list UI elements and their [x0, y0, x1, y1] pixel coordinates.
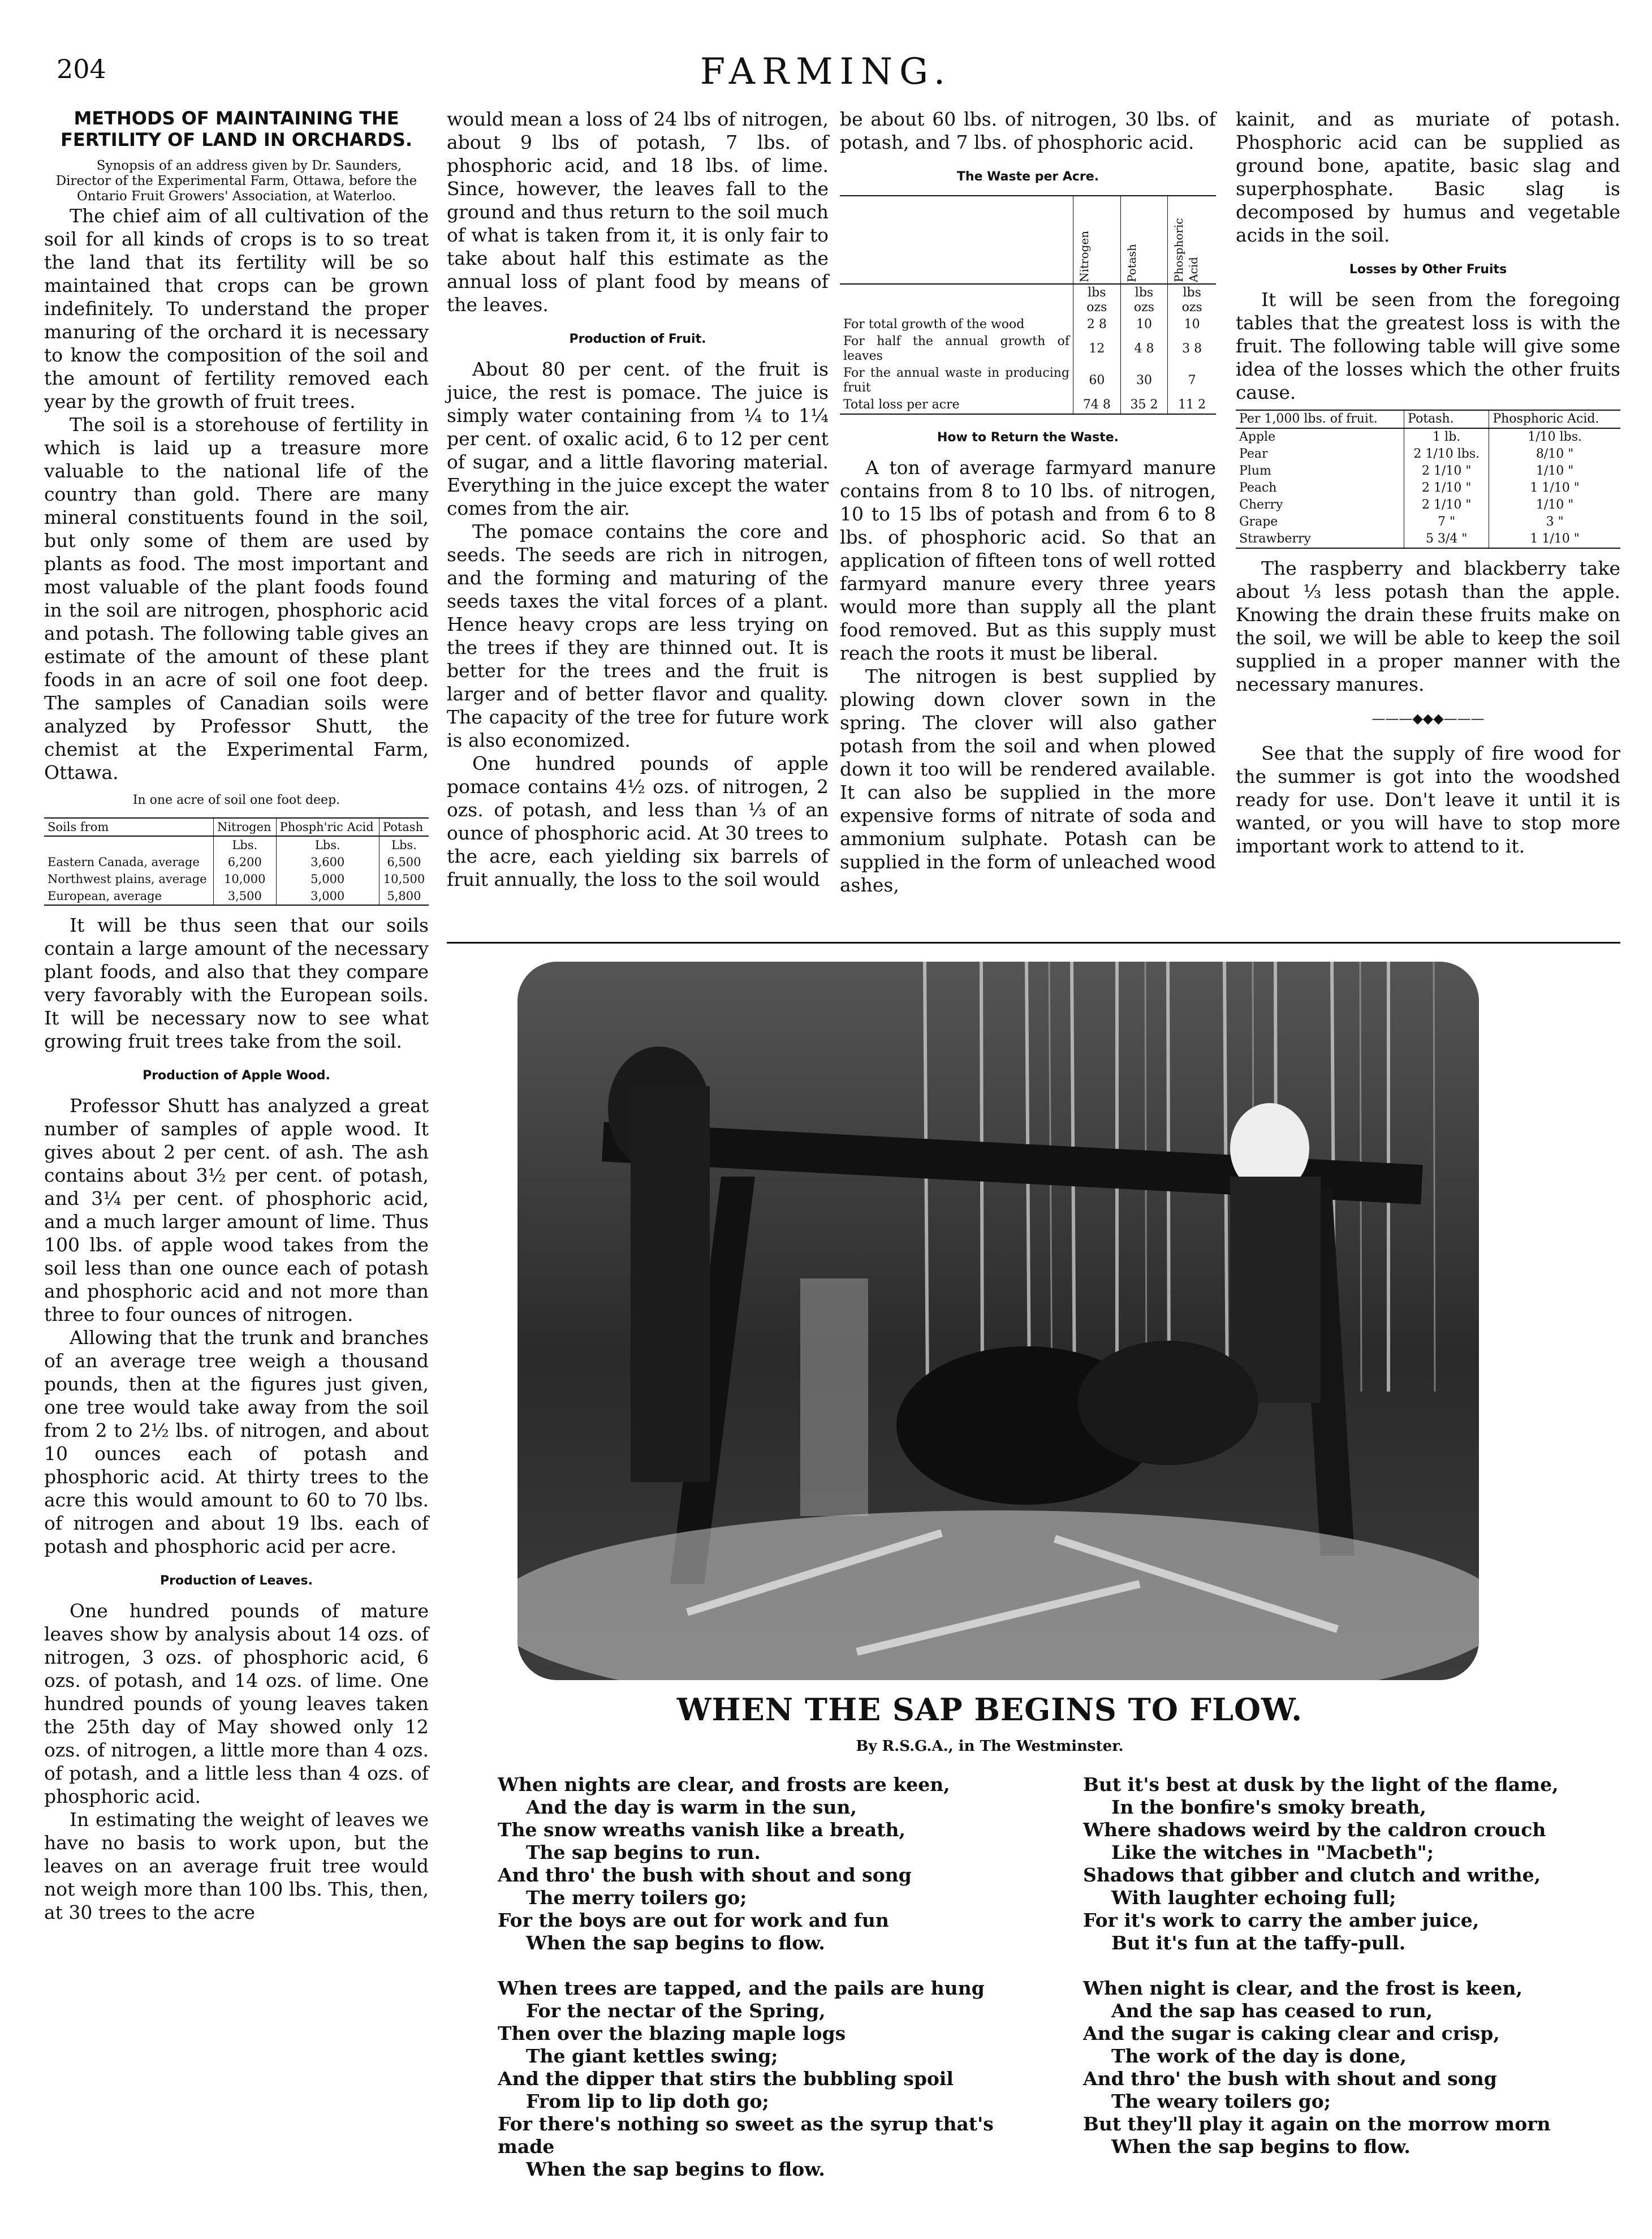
table-cell: 10	[1168, 316, 1216, 333]
table-cell: 10,500	[379, 871, 429, 888]
paragraph: The chief aim of all cultivation of the soil for all kinds of crops is to so treat the land that its fertility will be so maintained that crops can be grown indefinitely. To understand the proper manuring of the orchard it is necessary to know the composition of the soil and the amount of fertility removed each year by the growth of fruit trees.	[44, 205, 429, 412]
table-row	[1236, 446, 1620, 463]
table-cell: 7	[1168, 365, 1216, 397]
poem-line: And the sugar is caking clear and crisp,	[1083, 2022, 1500, 2044]
table-row	[1236, 514, 1620, 531]
table-row	[44, 854, 429, 871]
poem-line: In the bonfire's smoky breath,	[1111, 1796, 1426, 1818]
table-cell: 8/10 "	[1489, 446, 1620, 463]
table-header: Potash	[1124, 244, 1138, 282]
table-cell: 3,500	[213, 888, 276, 905]
table-cell: Total loss per acre	[840, 397, 1073, 414]
poem-line: And the day is warm in the sun,	[526, 1796, 857, 1818]
poem-line: From lip to lip doth go;	[526, 2090, 769, 2112]
table-cell: 2 8	[1073, 316, 1121, 333]
paragraph: Allowing that the trunk and branches of an average tree weigh a thousand pounds, then at the figures just given, one tree would take away from the soil from 2 to 2½ lbs. of nitrogen, and about 10 ounces each of potash and phosphoric acid. At thirty trees to the acre this would amount to 60 to 70 lbs. of nitrogen and about 19 lbs. each of potash and phosphoric acid per acre.	[44, 1327, 429, 1557]
poem-line: But it's fun at the taffy-pull.	[1111, 1932, 1406, 1954]
table-cell: 5,800	[379, 888, 429, 905]
article-title: METHODS OF MAINTAINING THE FERTILITY OF LAND IN ORCHARDS.	[60, 107, 413, 150]
table-header: Phosph'ric Acid	[276, 818, 379, 836]
table-cell: European, average	[44, 888, 213, 905]
poem-line: And thro' the bush with shout and song	[498, 1864, 912, 1886]
table-caption: The Waste per Acre.	[956, 170, 1099, 184]
table-cell: Cherry	[1239, 498, 1283, 512]
table-cell: 2 1/10 lbs.	[1404, 446, 1489, 463]
table-cell: 4 8	[1120, 333, 1168, 365]
poem-line: When trees are tapped, and the pails are hung	[498, 1977, 985, 1999]
table-cell: 60	[1073, 365, 1121, 397]
table-cell: 2 1/10 "	[1404, 497, 1489, 514]
table-cell: 6,200	[213, 854, 276, 871]
paragraph: kainit, and as muriate of potash. Phosphoric acid can be supplied as ground bone, apatite, basic slag and superphosphate. Basic slag is decomposed by humus and vegetable acids in the soil.	[1236, 108, 1620, 246]
article-synopsis: Synopsis of an address given by Dr. Saunders, Director of the Experimental Farm, Ottawa, before the Ontario Fruit Growers' Association, at Waterloo.	[55, 158, 417, 204]
table-cell	[44, 836, 213, 854]
table-row	[1236, 497, 1620, 514]
section-heading: Production of Fruit.	[569, 332, 706, 346]
table-header: Soils from	[44, 818, 213, 836]
poem-line: With laughter echoing full;	[1111, 1887, 1396, 1909]
table-row	[1236, 463, 1620, 480]
table-header	[840, 196, 1073, 284]
table-header: Per 1,000 lbs. of fruit.	[1236, 410, 1404, 428]
poem-line: The snow wreaths vanish like a breath,	[498, 1819, 905, 1841]
table-cell: Lbs.	[213, 836, 276, 854]
poem-line: And the sap has ceased to run,	[1111, 2000, 1433, 2022]
poem-line: When night is clear, and the frost is keen,	[1083, 1977, 1522, 1999]
table-caption: In one acre of soil one foot deep.	[132, 793, 340, 807]
poem-line: When the sap begins to flow.	[1111, 2135, 1411, 2158]
poem-line: The weary toilers go;	[1111, 2090, 1331, 2112]
table-cell: Grape	[1239, 515, 1278, 529]
table-cell: lbs ozs	[1168, 284, 1216, 316]
poem-line: For there's nothing so sweet as the syrup that's made	[498, 2113, 994, 2158]
table-row	[1236, 480, 1620, 497]
table-cell: Pear	[1239, 447, 1268, 461]
paragraph: It will be seen from the foregoing tables that the greatest loss is with the fruit. The following table will give some idea of the losses which the other fruits cause.	[1236, 289, 1620, 403]
paragraph: In estimating the weight of leaves we have no basis to work upon, but the leaves on an average fruit tree would not weigh more than 100 lbs. This, then, at 30 trees to the acre	[44, 1809, 429, 1923]
table-row	[44, 888, 429, 905]
table-cell: 6,500	[379, 854, 429, 871]
poem-line: But they'll play it again on the morrow morn	[1083, 2113, 1551, 2135]
table-cell: 1 1/10 "	[1489, 480, 1620, 497]
table-cell: 1 lb.	[1404, 428, 1489, 446]
page-number: 204	[57, 54, 106, 84]
section-heading: Losses by Other Fruits	[1349, 262, 1507, 277]
paragraph: A ton of average farmyard manure contains from 8 to 10 lbs. of nitrogen, 10 to 15 lbs of potash and from 6 to 8 lbs. of phosphoric acid. So that an application of fifteen tons of well rotted farmyard manure every three years would more than supply all the plant food removed. But as this supply must reach the roots it must be liberal.	[840, 457, 1216, 664]
poem-line: Where shadows weird by the caldron crouch	[1083, 1819, 1546, 1841]
paragraph: The pomace contains the core and seeds. The seeds are rich in nitrogen, and the forming and maturing of the seeds taxes the vital forces of a plant. Hence heavy crops are less trying on the trees if they are thinned out. It is better for the trees and the fruit is larger and of better flavor and quality. The capacity of the tree for future work is also economized.	[447, 520, 829, 751]
column-2	[447, 107, 829, 891]
table-cell: 10,000	[213, 871, 276, 888]
poem-line: Then over the blazing maple logs	[498, 2022, 846, 2044]
table-row	[44, 871, 429, 888]
table-cell: 5 3/4 "	[1404, 531, 1489, 548]
paragraph: See that the supply of fire wood for the summer is got into the woodshed ready for use. Don't leave it until it is wanted, or you will have to stop more important work to attend to it.	[1236, 742, 1620, 857]
poem-line: The sap begins to run.	[526, 1841, 761, 1863]
table-cell: 3,600	[276, 854, 379, 871]
table-cell: 1/10 lbs.	[1489, 428, 1620, 446]
table-row	[1236, 428, 1620, 446]
paragraph: The nitrogen is best supplied by plowing down clover sown in the spring. The clover will also gather potash from the soil and when plowed down it too will be rendered available. It can also be supplied in the more expensive forms of nitrate of soda and ammonium sulphate. Potash can be supplied in the form of unleached wood ashes,	[840, 665, 1216, 896]
table-cell	[840, 284, 1073, 316]
column-3	[840, 107, 1216, 897]
table-header: Nitrogen	[1077, 230, 1092, 282]
table-cell: For total growth of the wood	[843, 317, 1025, 331]
paragraph: Professor Shutt has analyzed a great number of samples of apple wood. It gives about 2 per cent. of ash. The ash contains about 3½ per cent. of potash, and 3¼ per cent. of phosphoric acid, and a much larger amount of lime. Thus 100 lbs. of apple wood takes from the soil less than one ounce each of potash and phosphoric acid and not more than three to four ounces of nitrogen.	[44, 1095, 429, 1325]
table-cell: For the annual waste in producing fruit	[843, 366, 1070, 395]
poem-line: And the dipper that stirs the bubbling spoil	[498, 2068, 954, 2090]
table-cell: 7 "	[1404, 514, 1489, 531]
table-cell: 74 8	[1073, 397, 1121, 414]
table-cell: 1 1/10 "	[1489, 531, 1620, 548]
soil-table	[44, 817, 429, 906]
paragraph: About 80 per cent. of the fruit is juice, the rest is pomace. The juice is simply water containing from ¼ to 1¼ per cent. of oxalic acid, 6 to 12 per cent of sugar, and a little flavoring material. Everything in the juice except the water comes from the air.	[447, 358, 829, 519]
table-header: Phosphoric Acid	[1172, 218, 1201, 282]
poem-line: And thro' the bush with shout and song	[1083, 2068, 1497, 2090]
poem-column-left	[498, 1773, 1018, 2181]
poem-column-right	[1083, 1773, 1620, 2158]
poem-byline: By R.S.G.A., in The Westminster.	[856, 1738, 1124, 1755]
table-header: Nitrogen	[213, 818, 276, 836]
poem-line: For the boys are out for work and fun	[498, 1909, 889, 1931]
paragraph: be about 60 lbs. of nitrogen, 30 lbs. of potash, and 7 lbs. of phosphoric acid.	[840, 108, 1216, 153]
table-row	[840, 333, 1216, 365]
poem-line: The work of the day is done,	[1111, 2045, 1407, 2067]
table-cell: 2 1/10 "	[1404, 463, 1489, 480]
table-cell: Apple	[1239, 430, 1276, 444]
section-heading: How to Return the Waste.	[937, 430, 1119, 445]
section-divider: ———◆◆◆———	[1371, 711, 1485, 726]
table-cell: 2 1/10 "	[1404, 480, 1489, 497]
table-cell: Lbs.	[379, 836, 429, 854]
poem-line: When nights are clear, and frosts are keen,	[498, 1773, 950, 1795]
paragraph: The soil is a storehouse of fertility in which is laid up a treasure more valuable to the national life of the country than gold. There are many mineral constituents found in the soil, but only some of them are used by plants as food. The most important and most valuable of the plant foods found in the soil are nitrogen, phosphoric acid and potash. The following table gives an estimate of the amount of these plant foods in an acre of soil one foot deep. The samples of Canadian soils were analyzed by Professor Shutt, the chemist at the Experimental Farm, Ottawa.	[44, 414, 429, 783]
table-cell: 10	[1120, 316, 1168, 333]
paragraph: One hundred pounds of mature leaves show by analysis about 14 ozs. of nitrogen, 3 ozs. of phosphoric acid, 6 ozs. of potash, and 14 ozs. of lime. One hundred pounds of young leaves taken the 25th day of May showed only 12 ozs. of nitrogen, a little more than 4 ozs. of potash, and a little less than 4 ozs. of phosphoric acid.	[44, 1600, 429, 1807]
paragraph: It will be thus seen that our soils contain a large amount of the necessary plant foods, and also that they compare very favorably with the European soils. It will be necessary now to see what growing fruit trees take from the soil.	[44, 914, 429, 1052]
table-cell: Plum	[1239, 464, 1271, 478]
poem-line: Shadows that gibber and clutch and writhe,	[1083, 1864, 1541, 1886]
table-row	[1236, 531, 1620, 548]
paragraph: would mean a loss of 24 lbs of nitrogen, about 9 lbs of potash, 7 lbs. of phosphoric acid, and 18 lbs. of lime. Since, however, the leaves fall to the ground and thus return to the soil much of what is taken from it, it is only fair to take about half this estimate as the annual loss of plant food by means of the leaves.	[447, 108, 829, 316]
poem-line: For the nectar of the Spring,	[526, 2000, 826, 2022]
table-cell: 1/10 "	[1489, 463, 1620, 480]
paragraph: The raspberry and blackberry take about ⅓ less potash than the apple. Knowing the drain these fruits make on the soil, we will be able to keep the soil supplied in a proper manner with the necessary manures.	[1236, 557, 1620, 695]
poem-line: For it's work to carry the amber juice,	[1083, 1909, 1480, 1931]
table-cell: 5,000	[276, 871, 379, 888]
running-title: FARMING.	[700, 51, 952, 93]
table-row	[840, 397, 1216, 414]
table-cell: lbs ozs	[1120, 284, 1168, 316]
table-row	[840, 316, 1216, 333]
table-cell: 3 "	[1489, 514, 1620, 531]
column-4	[1236, 107, 1620, 858]
sugar-bush-photo	[517, 962, 1479, 1680]
table-cell: 3,000	[276, 888, 379, 905]
table-cell: 35 2	[1120, 397, 1168, 414]
poem-line	[498, 1954, 1018, 1977]
section-heading: Production of Leaves.	[160, 1574, 313, 1588]
poem-line: The merry toilers go;	[526, 1887, 747, 1909]
horizontal-rule	[447, 942, 1620, 944]
poem-line: When the sap begins to flow.	[526, 2158, 825, 2180]
table-cell: Northwest plains, average	[48, 872, 207, 886]
column-1	[44, 107, 429, 1924]
table-cell: 11 2	[1168, 397, 1216, 414]
table-cell: 1/10 "	[1489, 497, 1620, 514]
fruit-losses-table	[1236, 410, 1620, 549]
table-cell: Lbs.	[276, 836, 379, 854]
poem-line: When the sap begins to flow.	[526, 1932, 825, 1954]
table-row	[840, 365, 1216, 397]
table-cell: Eastern Canada, average	[48, 855, 200, 869]
waste-table	[840, 195, 1216, 415]
table-cell: 30	[1120, 365, 1168, 397]
poem-title: WHEN THE SAP BEGINS TO FLOW.	[676, 1691, 1303, 1728]
table-cell: Peach	[1239, 481, 1277, 495]
section-heading: Production of Apple Wood.	[143, 1069, 330, 1083]
table-header: Potash.	[1404, 410, 1489, 428]
paragraph: One hundred pounds of apple pomace contains 4½ ozs. of nitrogen, 2 ozs. of potash, and less than ⅓ of an ounce of phosphoric acid. At 30 trees to the acre, each yielding six barrels of fruit annually, the loss to the soil would	[447, 752, 829, 890]
table-cell: For half the annual growth of leaves	[843, 334, 1070, 363]
table-cell: 3 8	[1168, 333, 1216, 365]
poem-line	[1083, 1954, 1620, 1977]
table-cell: 12	[1073, 333, 1121, 365]
table-header: Phosphoric Acid.	[1489, 410, 1620, 428]
poem-line: The giant kettles swing;	[526, 2045, 778, 2067]
table-cell: Strawberry	[1236, 531, 1404, 548]
poem-line: Like the witches in "Macbeth";	[1111, 1841, 1434, 1863]
table-cell: lbs ozs	[1073, 284, 1121, 316]
poem-line: But it's best at dusk by the light of the flame,	[1083, 1773, 1559, 1795]
table-header: Potash	[379, 818, 429, 836]
